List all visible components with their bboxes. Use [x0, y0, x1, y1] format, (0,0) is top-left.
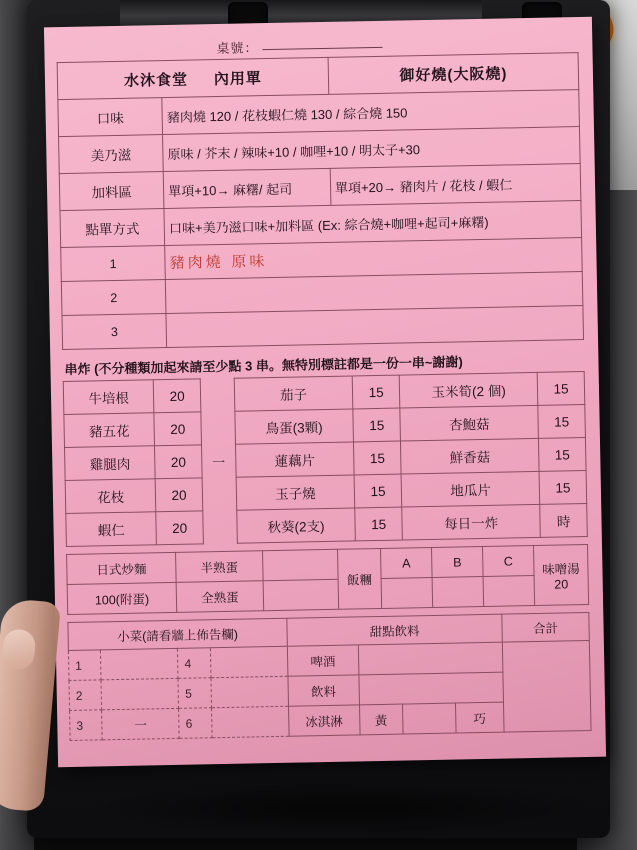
miso-soup-cell[interactable]: 味噌湯 20: [533, 544, 588, 605]
skewer-item-name: 杏鮑菇: [400, 405, 539, 441]
skewer-item-name: 蝦仁: [66, 512, 157, 547]
drink-beer-label: 啤酒: [287, 645, 359, 676]
skewer-item-name: 鮮香菇: [401, 438, 540, 474]
side-input-2[interactable]: [101, 678, 179, 709]
icecream-flavor-choco[interactable]: 巧: [455, 702, 504, 733]
clipboard-shadow: [87, 778, 607, 838]
order-line-3-input[interactable]: [166, 306, 583, 348]
shop-name: 水沐食堂: [123, 71, 189, 90]
skewer-item-price: 15: [354, 441, 401, 475]
skewer-item-name: 地瓜片: [401, 471, 540, 507]
icecream-qty-yellow[interactable]: [402, 703, 456, 734]
skewer-mark-col[interactable]: [200, 378, 237, 544]
skewer-item-name: 秋葵(2支): [236, 508, 355, 543]
rice-qty-c[interactable]: [483, 576, 535, 607]
skewer-item-price: 15: [537, 372, 584, 406]
skewer-item-price: 15: [539, 438, 586, 472]
noodle-qty-2[interactable]: [263, 579, 339, 610]
side-input-6[interactable]: [211, 706, 289, 737]
skewer-mark: 一: [212, 454, 226, 470]
noodle-name-line1: 日式炒麵: [67, 552, 177, 584]
howto-values: 口味+美乃滋口味+加料區 (Ex: 綜合燒+咖哩+起司+麻糬): [164, 201, 581, 246]
noodle-egg-full[interactable]: 全熟蛋: [176, 581, 264, 613]
addons-label: 加料區: [59, 172, 164, 211]
order-line-1-input[interactable]: 豬肉燒 原味: [165, 238, 582, 280]
skewer-item-price: 20: [156, 511, 203, 545]
skewer-section-title: 串炸 (不分種類加起來請至少點 3 串。無特別標註都是一份一串~謝謝): [64, 354, 463, 377]
order-number-blank[interactable]: [262, 47, 382, 50]
side-mark-cell[interactable]: [102, 708, 180, 739]
thumb-nail: [1, 628, 36, 671]
skewer-item-price: 20: [154, 412, 201, 446]
side-dessert-table: [67, 612, 591, 741]
order-line-1-no: 1: [61, 246, 166, 282]
skewer-item-price: 20: [155, 445, 202, 479]
skewer-item-name: 雞腿肉: [65, 446, 156, 481]
rice-option-a[interactable]: A: [381, 547, 433, 578]
rice-ball-text: 飯糰: [346, 572, 373, 588]
skewer-item-price: 15: [355, 507, 402, 541]
skewer-item-name: 花枝: [65, 479, 156, 514]
flavor-label: 口味: [58, 98, 163, 137]
skewer-item-price: 15: [354, 474, 401, 508]
side-num-2[interactable]: 2: [69, 680, 102, 711]
skewer-item-price: 20: [153, 379, 200, 413]
side-input-1[interactable]: [101, 648, 179, 679]
skewer-item-name: 茄子: [234, 376, 353, 411]
order-line-2-no: 2: [61, 280, 166, 316]
side-num-1[interactable]: 1: [68, 650, 101, 681]
skewer-item-name: 玉子燒: [236, 475, 355, 510]
mayo-label: 美乃滋: [59, 135, 164, 174]
rice-ball-label: [338, 548, 382, 609]
side-input-5[interactable]: [211, 676, 289, 707]
skewer-item-price: 15: [352, 375, 399, 409]
order-line-3-no: 3: [62, 314, 167, 350]
skewer-item-price: 15: [539, 471, 586, 505]
noodle-qty-1[interactable]: [263, 549, 339, 580]
skewer-item-name: 蓮藕片: [235, 442, 354, 477]
side-num-6[interactable]: 6: [179, 708, 212, 739]
dine-in-label: 內用單: [213, 69, 263, 88]
flavor-values: 豬肉燒 120 / 花枝蝦仁燒 130 / 綜合燒 150: [162, 90, 579, 135]
total-title: 合計: [502, 612, 590, 642]
addons-pricey: 單項+20→ 豬肉片 / 花枝 / 蝦仁: [330, 164, 581, 206]
side-input-4[interactable]: [210, 646, 288, 677]
order-sheet[interactable]: [44, 17, 606, 767]
order-number-label: 桌號：: [216, 40, 259, 57]
okonomiyaki-title-cell: [328, 53, 579, 95]
side-num-4[interactable]: 4: [178, 648, 211, 679]
skewer-item-name: 豬五花: [64, 413, 155, 448]
okonomiyaki-title: 御好燒(大阪燒): [399, 64, 508, 85]
skewer-item-price: 20: [155, 478, 202, 512]
skewer-item-name: 鳥蛋(3顆): [235, 409, 354, 444]
skewer-item-name: 牛培根: [63, 380, 154, 415]
side-mark: 一: [134, 717, 148, 733]
skewer-item-price: 時: [540, 503, 587, 537]
drink-beverage-label: 飲料: [288, 675, 360, 706]
noodle-name-line2: 100(附蛋): [67, 582, 177, 614]
skewer-item-name: 每日一炸: [402, 504, 541, 540]
side-num-3[interactable]: 3: [70, 710, 103, 741]
drink-beer-input[interactable]: [358, 642, 503, 675]
icecream-flavor-yellow[interactable]: 黃: [359, 704, 403, 735]
clipboard: [27, 0, 610, 838]
rice-option-c[interactable]: C: [482, 546, 534, 577]
howto-label: 點單方式: [60, 209, 165, 248]
side-dish-title: 小菜(請看牆上佈告欄): [68, 618, 287, 650]
side-num-5[interactable]: 5: [178, 678, 211, 709]
dessert-title: 甜點飲料: [287, 614, 503, 646]
drink-beverage-input[interactable]: [359, 672, 504, 705]
shop-name-cell: [57, 57, 329, 99]
noodle-egg-half[interactable]: 半熟蛋: [176, 551, 264, 583]
skewer-item-price: 15: [353, 408, 400, 442]
rice-qty-b[interactable]: [432, 576, 484, 607]
rice-option-b[interactable]: B: [432, 547, 484, 578]
skewer-item-name: 玉米筍(2 個): [399, 372, 538, 408]
noodle-rice-table: [66, 544, 589, 615]
addons-cheap: 單項+10→ 麻糬/ 起司: [163, 168, 330, 208]
skewer-table: [63, 371, 588, 547]
dessert-icecream-label: 冰淇淋: [288, 705, 360, 736]
mayo-values: 原味 / 芥末 / 辣味+10 / 咖哩+10 / 明太子+30: [163, 127, 580, 172]
skewer-item-price: 15: [538, 405, 585, 439]
rice-qty-a[interactable]: [381, 577, 433, 608]
total-value[interactable]: [502, 640, 591, 732]
menu-main-table: [57, 52, 584, 350]
